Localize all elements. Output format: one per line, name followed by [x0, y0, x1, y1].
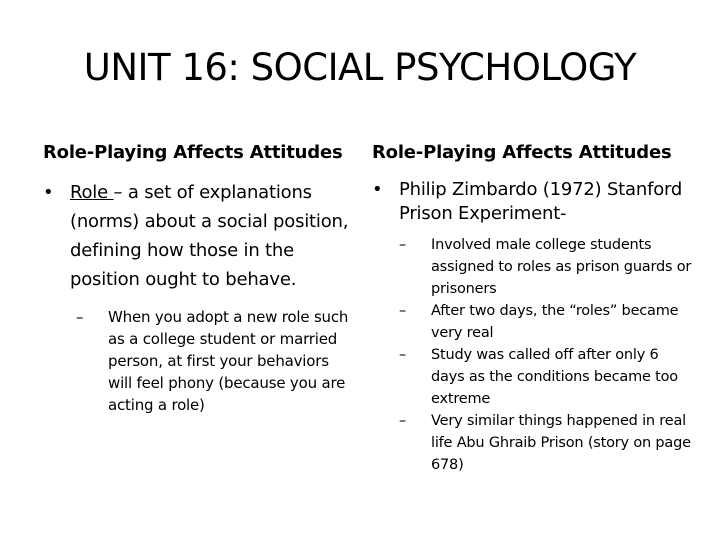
role-definition-text: – a set of explanations (norms) about a social position, defining how those in the position ought to behave.: [70, 182, 349, 290]
sub-bullet-marker: –: [399, 413, 407, 429]
right-column: [372, 140, 692, 476]
list-item: [76, 306, 353, 416]
list-item-text: After two days, the “roles” became very real: [431, 303, 679, 341]
zimbardo-bullet-text: Philip Zimbardo (1972) Stanford Prison Experiment-: [399, 179, 683, 224]
list-item-text: Study was called off after only 6 days as the conditions became too extreme: [431, 347, 678, 407]
left-column: [43, 140, 353, 416]
role-definition-bullet: [43, 178, 353, 294]
list-item-text: Involved male college students assigned to roles as prison guards or prisoners: [431, 237, 692, 297]
list-item: [399, 300, 692, 344]
list-item: [399, 344, 692, 410]
zimbardo-bullet: [372, 178, 692, 226]
sub-bullet-marker: –: [399, 303, 407, 319]
list-item-text: When you adopt a new role such as a college student or married person, at first your behaviors will feel phony (because you are acting a role): [108, 308, 349, 414]
list-item: [399, 234, 692, 300]
left-sub-list: [76, 306, 353, 416]
list-item: [399, 410, 692, 476]
right-sub-list: [399, 234, 692, 476]
left-column-heading: Role-Playing Affects Attitudes: [43, 142, 343, 163]
sub-bullet-marker: –: [399, 237, 407, 253]
bullet-marker: •: [43, 182, 54, 203]
role-term: Role: [70, 182, 114, 203]
slide-title: UNIT 16: SOCIAL PSYCHOLOGY: [83, 46, 637, 89]
right-column-heading: Role-Playing Affects Attitudes: [372, 142, 672, 163]
bullet-marker: •: [372, 179, 383, 200]
sub-bullet-marker: –: [399, 347, 407, 363]
sub-bullet-marker: –: [76, 308, 84, 326]
list-item-text: Very similar things happened in real life Abu Ghraib Prison (story on page 678): [431, 413, 691, 473]
